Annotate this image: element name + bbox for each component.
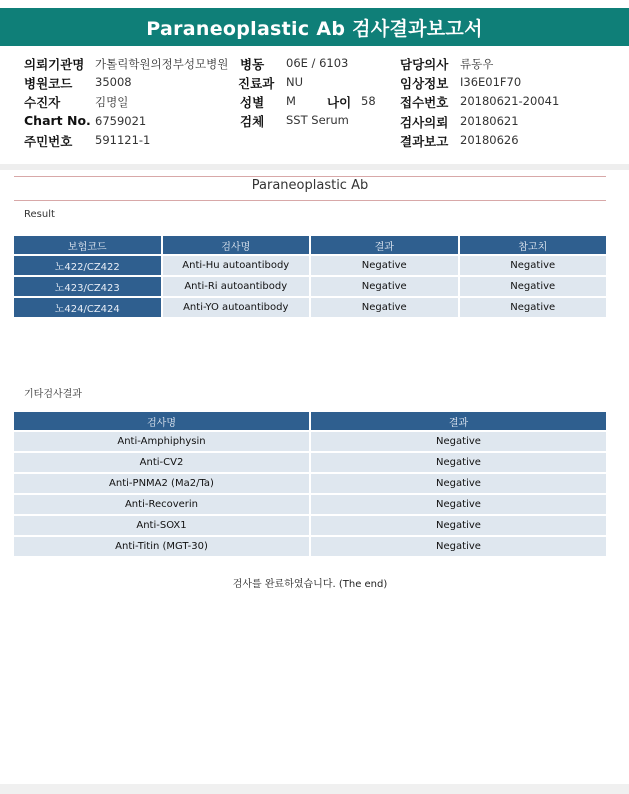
specimen-value: SST Serum	[286, 113, 349, 127]
insurance-code: 노422/CZ422	[14, 256, 161, 275]
patient-name-label: 수진자	[24, 95, 61, 110]
patient-info	[0, 50, 629, 162]
table-row	[14, 432, 606, 451]
table-row	[14, 277, 606, 296]
receipt-no-label: 접수번호	[400, 95, 449, 110]
sex-label: 성별	[240, 95, 265, 110]
table-row	[14, 256, 606, 275]
reference-value: Negative	[460, 277, 607, 296]
report-title: Paraneoplastic Ab 검사결과보고서	[0, 8, 629, 46]
main-result-table	[12, 234, 608, 319]
table-row	[14, 474, 606, 493]
report-date-value: 20180626	[460, 133, 519, 147]
other-results-label: 기타검사결과	[24, 389, 82, 400]
header-result: 결과	[311, 412, 606, 430]
end-text: 검사를 완료하였습니다. (The end)	[232, 579, 388, 590]
table-row	[14, 495, 606, 514]
main-table-header	[14, 236, 606, 254]
clinical-info-label: 임상정보	[400, 76, 449, 91]
other-table-header	[14, 412, 606, 430]
reference-value: Negative	[460, 256, 607, 275]
test-name: Anti-CV2	[14, 453, 309, 472]
ward-value: 06E / 6103	[286, 56, 349, 70]
institution-label: 의뢰기관명	[24, 57, 85, 72]
age-value: 58	[361, 94, 376, 108]
test-name: Anti-YO autoantibody	[163, 298, 310, 317]
chart-no-value: 6759021	[95, 114, 147, 128]
table-row	[14, 516, 606, 535]
header-test-name: 검사명	[163, 236, 310, 254]
header-test-name: 검사명	[14, 412, 309, 430]
test-result: Negative	[311, 298, 458, 317]
test-name: Anti-Ri autoantibody	[163, 277, 310, 296]
test-name: Anti-SOX1	[14, 516, 309, 535]
result-label: Result	[24, 209, 55, 220]
test-name: Anti-PNMA2 (Ma2/Ta)	[14, 474, 309, 493]
resident-no-label: 주민번호	[24, 134, 73, 149]
request-date-value: 20180621	[460, 114, 519, 128]
patient-name-value: 김명일	[95, 95, 129, 109]
specimen-label: 검체	[240, 114, 265, 129]
physician-value: 류동우	[460, 57, 494, 71]
header-result: 결과	[311, 236, 458, 254]
department-label: 진료과	[238, 76, 275, 91]
test-name: Anti-Amphiphysin	[14, 432, 309, 451]
reference-value: Negative	[460, 298, 607, 317]
receipt-no-value: 20180621-20041	[460, 94, 560, 108]
test-result: Negative	[311, 537, 606, 556]
sex-value: M	[286, 94, 296, 108]
test-name: Anti-Recoverin	[14, 495, 309, 514]
test-result: Negative	[311, 516, 606, 535]
insurance-code: 노423/CZ423	[14, 277, 161, 296]
table-row	[14, 537, 606, 556]
test-result: Negative	[311, 256, 458, 275]
insurance-code: 노424/CZ424	[14, 298, 161, 317]
section-title: Paraneoplastic Ab	[251, 178, 369, 193]
test-result: Negative	[311, 495, 606, 514]
bottom-band	[0, 784, 629, 794]
ward-label: 병동	[240, 57, 265, 72]
title-divider	[14, 200, 606, 201]
table-row	[14, 453, 606, 472]
test-result: Negative	[311, 432, 606, 451]
test-result: Negative	[311, 453, 606, 472]
chart-no-label: Chart No.	[24, 113, 91, 128]
hospital-code-value: 35008	[95, 75, 132, 89]
other-result-table	[12, 410, 608, 558]
department-value: NU	[286, 75, 304, 89]
report-body	[0, 170, 629, 794]
test-name: Anti-Titin (MGT-30)	[14, 537, 309, 556]
header-insurance-code: 보험코드	[14, 236, 161, 254]
physician-label: 담당의사	[400, 57, 449, 72]
clinical-info-value: I36E01F70	[460, 75, 522, 89]
resident-no-value: 591121-1	[95, 133, 151, 147]
report-date-label: 결과보고	[400, 134, 449, 149]
top-divider	[14, 176, 606, 177]
test-result: Negative	[311, 474, 606, 493]
test-result: Negative	[311, 277, 458, 296]
institution-value: 가톨릭학원의정부성모병원	[95, 57, 229, 71]
request-date-label: 검사의뢰	[400, 115, 449, 130]
age-label: 나이	[327, 95, 352, 110]
table-row	[14, 298, 606, 317]
test-name: Anti-Hu autoantibody	[163, 256, 310, 275]
header-reference: 참고치	[460, 236, 607, 254]
hospital-code-label: 병원코드	[24, 76, 73, 91]
